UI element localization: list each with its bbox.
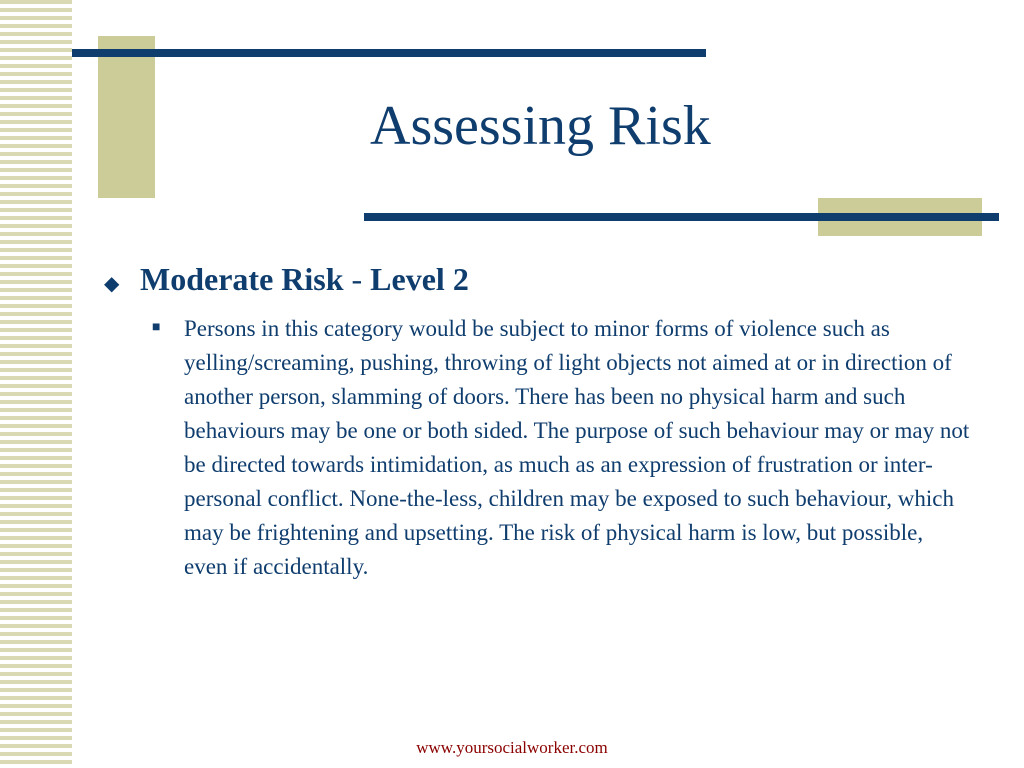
title-rule-top — [72, 49, 706, 57]
decorative-side-stripes — [0, 0, 72, 768]
bullet-level-1-text — [140, 262, 469, 297]
bullet-level-2-text: Persons in this category would be subject to minor forms of violence such as yelling/screaming, pushing, throwing of light objects not aimed at or in direction of another person, slamming of doors. There has been no physical harm and such behaviours may be one or both sided. The purpose of such behaviour may or may not be directed towards intimidation, as much as an expression of frustration or inter-personal conflict. None-the-less, children may be exposed to such behaviour, which may be frightening and upsetting. The risk of physical harm is low, but possible, even if accidentally. — [184, 316, 970, 579]
bullet-level-1 — [104, 262, 984, 297]
separator: - — [343, 261, 371, 297]
diamond-bullet-icon: ◆ — [104, 273, 120, 295]
square-bullet-icon: ■ — [152, 320, 161, 335]
bullet-level-2 — [152, 312, 972, 584]
decorative-tan-block-left — [98, 36, 155, 198]
title-rule-bottom — [364, 213, 999, 221]
risk-level-label: Level 2 — [370, 261, 469, 297]
footer-url[interactable]: www.yoursocialworker.com — [416, 738, 608, 757]
risk-category-label: Moderate Risk — [140, 261, 344, 297]
slide-title: Assessing Risk — [370, 95, 711, 157]
